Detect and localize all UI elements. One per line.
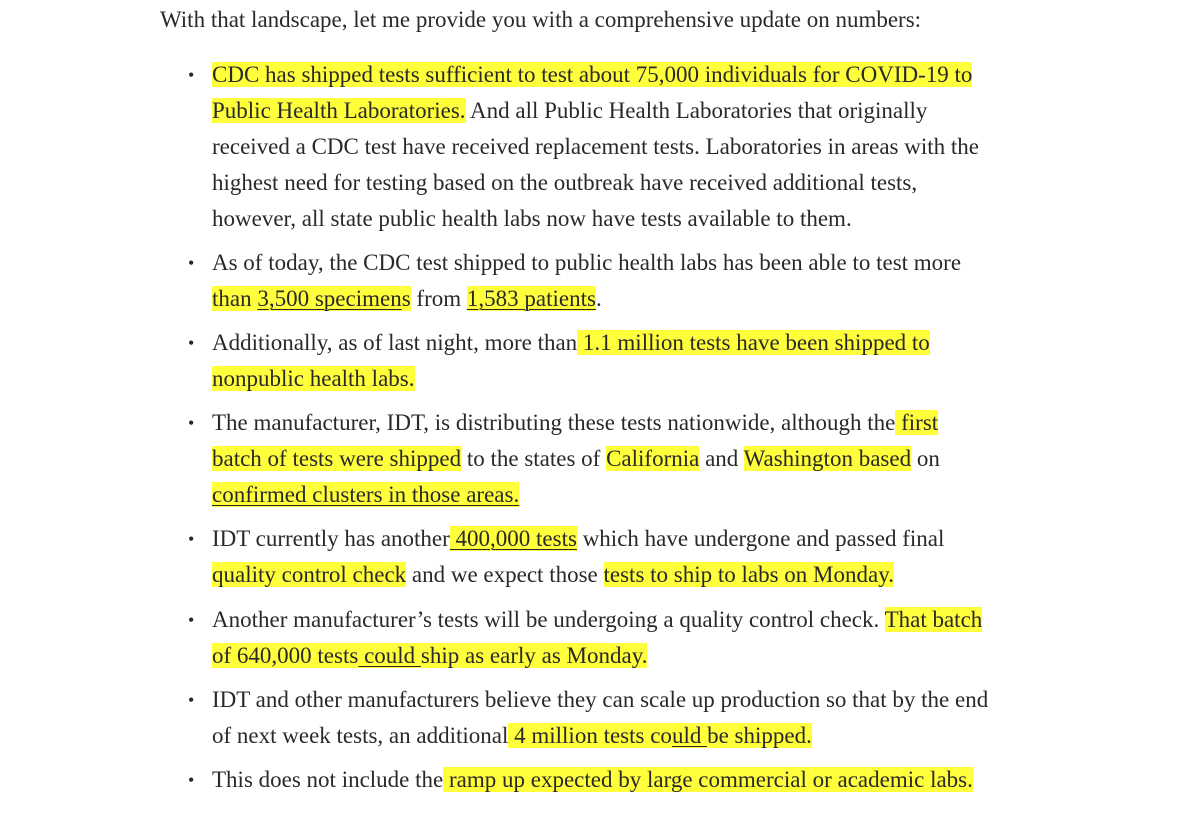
highlighted-text: 1.1 million tests have been shipped to xyxy=(577,330,930,355)
text-line xyxy=(212,93,1102,129)
highlighted-text: 1,583 patients xyxy=(466,286,596,311)
text-line xyxy=(212,521,1102,557)
bullet-item xyxy=(188,325,1102,397)
bullet-dot: • xyxy=(188,333,195,353)
highlighted-text: 4 million tests co xyxy=(508,723,672,748)
text-segment: received a CDC test have received replacement tests. Laboratories in areas with the xyxy=(212,134,979,159)
text-line xyxy=(212,638,1102,674)
highlighted-text: uld xyxy=(671,723,708,748)
text-line xyxy=(212,281,1102,317)
highlighted-text: ramp up expected by large commercial or academic labs. xyxy=(443,767,973,792)
text-line xyxy=(212,245,1102,281)
text-line xyxy=(212,165,1102,201)
bullet-dot: • xyxy=(188,690,195,710)
text-segment: The manufacturer, IDT, is distributing these tests nationwide, although the xyxy=(212,410,896,435)
highlighted-text: 3,500 specimen xyxy=(257,286,402,311)
bullet-item xyxy=(188,57,1102,237)
text-line xyxy=(212,557,1102,593)
text-line xyxy=(212,325,1102,361)
text-segment: from xyxy=(410,286,467,311)
highlighted-text: ship as early as Monday. xyxy=(420,643,648,668)
highlighted-text: than xyxy=(212,286,258,311)
text-segment: on xyxy=(911,446,940,471)
highlighted-text: s xyxy=(401,286,411,311)
text-line xyxy=(212,57,1102,93)
text-segment: Another manufacturer’s tests will be undergoing a quality control check. xyxy=(212,607,885,632)
bullet-item xyxy=(188,405,1102,513)
highlighted-text: quality control check xyxy=(212,562,407,587)
highlighted-text: nonpublic health labs. xyxy=(212,366,415,391)
text-segment: highest need for testing based on the outbreak have received additional tests, xyxy=(212,170,918,195)
bullet-item xyxy=(188,602,1102,674)
highlighted-text: tests to ship to labs on Monday. xyxy=(603,562,894,587)
text-segment: . xyxy=(595,286,602,311)
text-segment: of next week tests, an additional xyxy=(212,723,509,748)
highlighted-text: 400,000 tests xyxy=(449,526,577,551)
text-line xyxy=(212,762,1102,798)
highlighted-text: That batch xyxy=(884,607,983,632)
text-segment: And all Public Health Laboratories that originally xyxy=(465,98,928,123)
text-line xyxy=(212,718,1102,754)
bullet-dot: • xyxy=(188,610,195,630)
bullet-dot: • xyxy=(188,770,195,790)
text-segment: Additionally, as of last night, more than xyxy=(212,330,578,355)
bullet-dot: • xyxy=(188,413,195,433)
highlighted-text: California xyxy=(606,446,700,471)
highlighted-text: CDC has shipped tests sufficient to test about 75,000 individuals for COVID-19 to xyxy=(212,62,973,87)
highlighted-text: batch of tests were shipped xyxy=(212,446,462,471)
text-line xyxy=(212,602,1102,638)
highlighted-text: first xyxy=(895,410,939,435)
text-line xyxy=(212,682,1102,718)
highlighted-text: confirmed clusters in those areas. xyxy=(212,482,520,507)
text-segment: and xyxy=(699,446,744,471)
highlighted-text: be shipped. xyxy=(707,723,812,748)
text-segment: which have undergone and passed final xyxy=(576,526,945,551)
highlighted-text: Public Health Laboratories. xyxy=(212,98,466,123)
text-segment: IDT currently has another xyxy=(212,526,450,551)
text-segment: IDT and other manufacturers believe they can scale up production so that by the end xyxy=(212,687,989,712)
highlighted-text: of 640,000 tests xyxy=(212,643,359,668)
text-line xyxy=(212,129,1102,165)
text-segment: As of today, the CDC test shipped to public health labs has been able to test more xyxy=(212,250,962,275)
text-line xyxy=(212,477,1102,513)
text-line xyxy=(212,405,1102,441)
text-line xyxy=(212,441,1102,477)
intro-paragraph: With that landscape, let me provide you with a comprehensive update on numbers: xyxy=(160,7,922,32)
bullet-item xyxy=(188,521,1102,593)
bullet-item xyxy=(188,682,1102,754)
text-line xyxy=(212,361,1102,397)
bullet-dot: • xyxy=(188,529,195,549)
text-segment: however, all state public health labs now have tests available to them. xyxy=(212,206,852,231)
text-segment: to the states of xyxy=(461,446,607,471)
text-segment: and we expect those xyxy=(406,562,604,587)
highlighted-text: Washington based xyxy=(743,446,912,471)
bullet-item xyxy=(188,245,1102,317)
text-line xyxy=(212,201,1102,237)
text-segment: This does not include the xyxy=(212,767,444,792)
bullet-dot: • xyxy=(188,253,195,273)
bullet-item xyxy=(188,762,1102,798)
bullet-dot: • xyxy=(188,65,195,85)
highlighted-text: could xyxy=(358,643,421,668)
